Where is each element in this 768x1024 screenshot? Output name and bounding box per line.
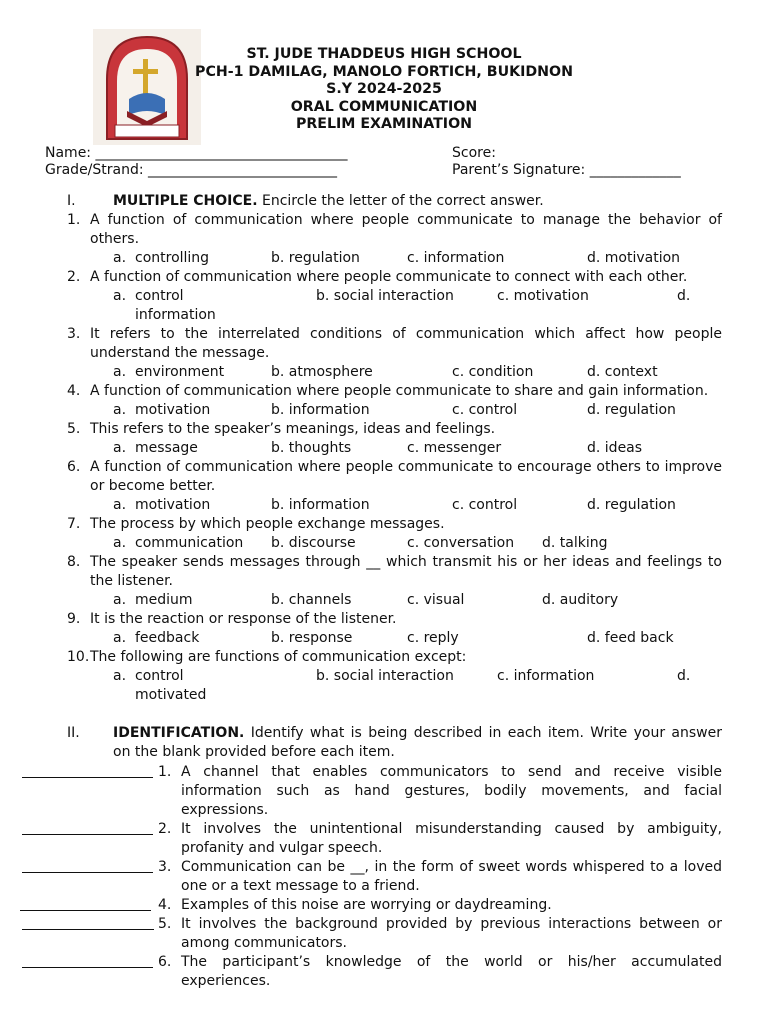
mc-question-text: The speaker sends messages through __ which transmit his or her ideas and feelings to the listener. xyxy=(90,554,722,589)
mc-choice[interactable]: b. thoughts xyxy=(271,440,352,456)
id-item-text: Communication can be __, in the form of sweet words whispered to a loved one or a text message to a friend. xyxy=(181,859,722,894)
name-field[interactable]: Name: ____________________________________ xyxy=(45,145,348,161)
mc-question-number: 6. xyxy=(67,459,81,475)
mc-choice[interactable]: d. regulation xyxy=(587,402,676,418)
mc-choice[interactable]: information xyxy=(135,307,216,323)
mc-choice[interactable]: d. xyxy=(677,668,691,684)
mc-question-text: It is the reaction or response of the listener. xyxy=(90,611,397,627)
mc-choice[interactable]: c. visual xyxy=(407,592,465,608)
part1-heading xyxy=(113,192,544,211)
mc-choice[interactable]: c. conversation xyxy=(407,535,515,551)
mc-choice[interactable]: controlling xyxy=(135,250,210,266)
mc-question-number: 4. xyxy=(67,383,81,399)
mc-choice[interactable]: c. information xyxy=(407,250,505,266)
id-item-text: Examples of this noise are worrying or daydreaming. xyxy=(181,897,552,913)
mc-choice[interactable]: motivated xyxy=(135,687,207,703)
mc-choice[interactable]: b. information xyxy=(271,497,370,513)
mc-choice[interactable]: d. feed back xyxy=(587,630,674,646)
mc-choice[interactable]: d. xyxy=(677,288,691,304)
mc-choice[interactable]: b. response xyxy=(271,630,353,646)
mc-choice-marker: a. xyxy=(113,535,127,551)
mc-choice[interactable]: c. control xyxy=(452,402,518,418)
part2-instruction: Identify what is being described in each item. Write your answer on the blank provided before each item. xyxy=(113,725,722,760)
mc-choice[interactable]: d. auditory xyxy=(542,592,619,608)
mc-choice[interactable]: control xyxy=(135,288,184,304)
part2-heading xyxy=(113,724,722,762)
parent-signature-field[interactable]: Parent’s Signature: _____________ xyxy=(452,162,681,178)
mc-choice-marker: a. xyxy=(113,364,127,380)
part1-title: MULTIPLE CHOICE. xyxy=(113,193,258,209)
answer-blank[interactable] xyxy=(22,929,154,930)
mc-question-number: 9. xyxy=(67,611,81,627)
mc-choice-marker: a. xyxy=(113,402,127,418)
mc-choice[interactable]: b. social interaction xyxy=(316,668,454,684)
mc-choice[interactable]: feedback xyxy=(135,630,200,646)
mc-choice-marker: a. xyxy=(113,288,127,304)
mc-choice[interactable]: c. information xyxy=(497,668,595,684)
mc-choice[interactable]: c. control xyxy=(452,497,518,513)
score-field: Score: xyxy=(452,145,496,161)
mc-choice[interactable]: motivation xyxy=(135,497,211,513)
mc-choice[interactable]: communication xyxy=(135,535,244,551)
school-address: PCH-1 DAMILAG, MANOLO FORTICH, BUKIDNON xyxy=(195,63,573,80)
mc-question-number: 2. xyxy=(67,269,81,285)
mc-choice-marker: a. xyxy=(113,592,127,608)
mc-choice[interactable]: b. regulation xyxy=(271,250,360,266)
mc-choice[interactable]: b. social interaction xyxy=(316,288,454,304)
mc-choice[interactable]: b. channels xyxy=(271,592,352,608)
mc-question-text: A function of communication where people communicate to manage the behavior of others. xyxy=(90,212,722,247)
mc-choice-marker: a. xyxy=(113,440,127,456)
mc-choice[interactable]: medium xyxy=(135,592,193,608)
mc-choice[interactable]: d. motivation xyxy=(587,250,681,266)
grade-strand-field[interactable]: Grade/Strand: ___________________________ xyxy=(45,162,338,178)
mc-choice[interactable]: c. condition xyxy=(452,364,534,380)
mc-choice-marker: a. xyxy=(113,668,127,684)
mc-question-text: A function of communication where people communicate to encourage others to improve or become better. xyxy=(90,459,722,494)
id-item-text: The participant’s knowledge of the world or his/her accumulated experiences. xyxy=(181,954,722,989)
mc-question-text: It refers to the interrelated conditions of communication which affect how people understand the message. xyxy=(90,326,722,361)
mc-choice[interactable]: d. context xyxy=(587,364,658,380)
mc-choice[interactable]: environment xyxy=(135,364,225,380)
answer-blank[interactable] xyxy=(22,834,153,835)
answer-blank[interactable] xyxy=(22,777,153,778)
mc-choice-marker: a. xyxy=(113,250,127,266)
part1-instruction: Encircle the letter of the correct answer. xyxy=(262,193,544,209)
mc-question-number: 10. xyxy=(67,649,90,665)
mc-question-number: 8. xyxy=(67,554,81,570)
mc-choice[interactable]: c. motivation xyxy=(497,288,589,304)
part2-numeral: II. xyxy=(67,725,80,741)
answer-blank[interactable] xyxy=(22,967,153,968)
answer-blank[interactable] xyxy=(22,872,153,873)
mc-choice-marker: a. xyxy=(113,497,127,513)
id-item-number: 6. xyxy=(158,954,172,970)
id-item-number: 1. xyxy=(158,764,172,780)
answer-blank[interactable] xyxy=(20,910,151,911)
school-name: ST. JUDE THADDEUS HIGH SCHOOL xyxy=(246,46,522,62)
part1-numeral: I. xyxy=(67,193,76,209)
id-item-text: It involves the background provided by previous interactions between or among communicators. xyxy=(181,916,722,951)
mc-question-text: The process by which people exchange messages. xyxy=(90,516,445,532)
mc-choice-marker: a. xyxy=(113,630,127,646)
mc-question-number: 3. xyxy=(67,326,81,342)
mc-question-number: 7. xyxy=(67,516,81,532)
mc-question-number: 5. xyxy=(67,421,81,437)
school-year: S.Y 2024-2025 xyxy=(326,81,442,97)
id-item-number: 3. xyxy=(158,859,172,875)
mc-choice[interactable]: c. reply xyxy=(407,630,459,646)
mc-choice[interactable]: b. atmosphere xyxy=(271,364,373,380)
mc-question-text: A function of communication where people communicate to share and gain information. xyxy=(90,383,709,399)
mc-choice[interactable]: motivation xyxy=(135,402,211,418)
id-item-number: 5. xyxy=(158,916,172,932)
id-item-text: A channel that enables communicators to send and receive visible information such as hand gestures, bodily movements, and facial expressions. xyxy=(181,764,722,818)
mc-choice[interactable]: message xyxy=(135,440,198,456)
mc-choice[interactable]: d. talking xyxy=(542,535,608,551)
id-item-number: 2. xyxy=(158,821,172,837)
part2-title: IDENTIFICATION. xyxy=(113,725,245,741)
mc-choice[interactable]: c. messenger xyxy=(407,440,502,456)
mc-question-text: A function of communication where people communicate to connect with each other. xyxy=(90,269,688,285)
subject-title: ORAL COMMUNICATION xyxy=(290,98,478,115)
id-item-number: 4. xyxy=(158,897,172,913)
mc-question-text: The following are functions of communication except: xyxy=(90,649,467,665)
id-item-text: It involves the unintentional misunderstanding caused by ambiguity, profanity and vulgar speech. xyxy=(181,821,722,856)
exam-title: PRELIM EXAMINATION xyxy=(295,116,473,132)
mc-choice[interactable]: b. information xyxy=(271,402,370,418)
mc-choice[interactable]: control xyxy=(135,668,184,684)
mc-choice[interactable]: d. ideas xyxy=(587,440,643,456)
mc-choice[interactable]: d. regulation xyxy=(587,497,676,513)
mc-question-text: This refers to the speaker’s meanings, ideas and feelings. xyxy=(90,421,496,437)
mc-question-number: 1. xyxy=(67,212,81,228)
mc-choice[interactable]: b. discourse xyxy=(271,535,356,551)
